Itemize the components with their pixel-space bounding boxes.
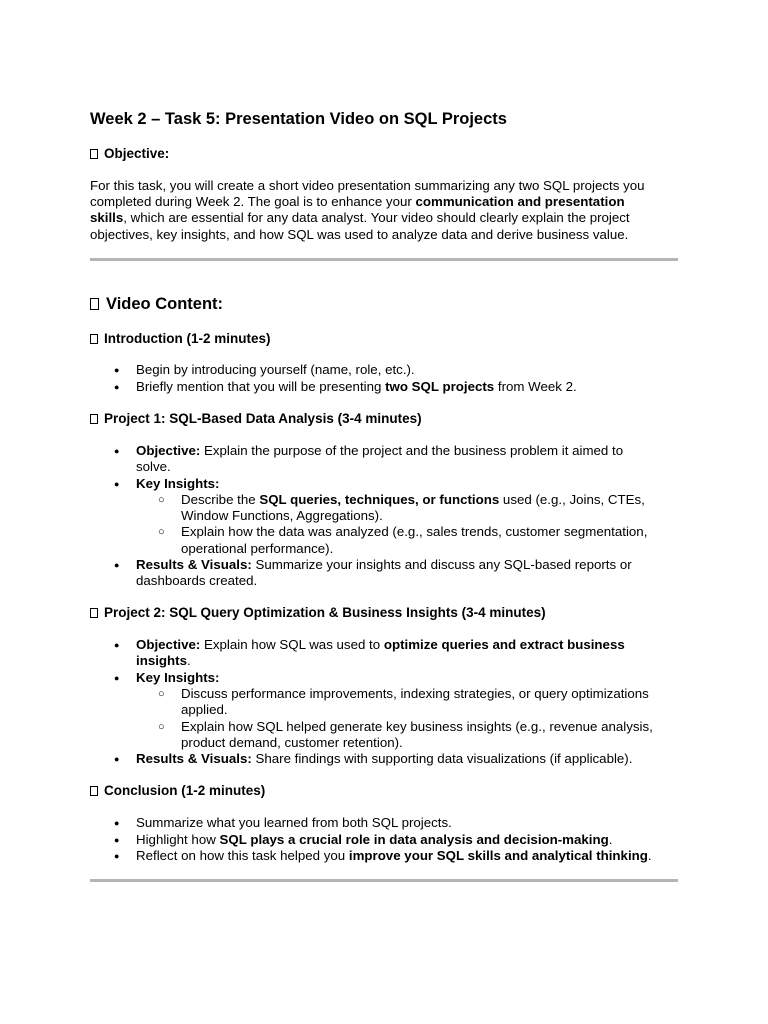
objective-paragraph: [90, 178, 680, 243]
list-item: Objective: Explain how SQL was used to optimize queries and extract business: [136, 637, 625, 652]
page-title: Week 2 – Task 5: Presentation Video on SQL Projects: [90, 110, 507, 128]
sub-bullet-icon: ○: [158, 526, 165, 538]
conclusion-heading: Conclusion (1-2 minutes): [90, 783, 265, 798]
list-item-continuation: dashboards created.: [136, 573, 258, 588]
bullet-icon: ●: [114, 479, 120, 489]
bullet-icon: ●: [114, 754, 120, 764]
sub-list-item-continuation: Window Functions, Aggregations).: [181, 508, 383, 523]
sub-list-item: Explain how the data was analyzed (e.g., sales trends, customer segmentation,: [181, 524, 648, 539]
bullet-icon: ●: [114, 851, 120, 861]
objective-heading: Objective:: [90, 146, 169, 161]
checkbox-icon: [90, 334, 98, 344]
bullet-icon: ●: [114, 673, 120, 683]
list-item: Results & Visuals: Summarize your insights and discuss any SQL-based reports or: [136, 557, 632, 572]
bullet-icon: ●: [114, 382, 120, 392]
list-item: Key Insights:: [136, 476, 220, 491]
list-item-continuation: insights.: [136, 653, 191, 668]
list-item-continuation: solve.: [136, 459, 171, 474]
project2-heading: Project 2: SQL Query Optimization & Business Insights (3-4 minutes): [90, 605, 546, 620]
bullet-icon: ●: [114, 818, 120, 828]
bullet-icon: ●: [114, 365, 120, 375]
checkbox-icon: [90, 298, 99, 310]
paragraph-line: skills, which are essential for any data analyst. Your video should clearly explain the project: [90, 210, 630, 226]
video-content-heading: Video Content:: [90, 295, 223, 314]
sub-bullet-icon: ○: [158, 688, 165, 700]
bullet-icon: ●: [114, 640, 120, 650]
introduction-heading: Introduction (1-2 minutes): [90, 331, 271, 346]
list-item: Key Insights:: [136, 670, 220, 685]
list-item: Summarize what you learned from both SQL projects.: [136, 815, 452, 830]
list-item: Briefly mention that you will be presenting two SQL projects from Week 2.: [136, 379, 577, 394]
bullet-icon: ●: [114, 835, 120, 845]
bullet-icon: ●: [114, 446, 120, 456]
checkbox-icon: [90, 149, 98, 159]
list-item: Results & Visuals: Share findings with supporting data visualizations (if applicable).: [136, 751, 633, 766]
paragraph-line: objectives, key insights, and how SQL was used to analyze data and derive business value.: [90, 226, 629, 242]
sub-list-item-continuation: applied.: [181, 702, 228, 717]
list-item: Highlight how SQL plays a crucial role in data analysis and decision-making.: [136, 832, 613, 847]
paragraph-line: completed during Week 2. The goal is to enhance your communication and presentation: [90, 194, 625, 210]
sub-bullet-icon: ○: [158, 721, 165, 733]
list-item: Objective: Explain the purpose of the project and the business problem it aimed to: [136, 443, 624, 458]
horizontal-rule: [90, 879, 678, 882]
list-item: Begin by introducing yourself (name, role, etc.).: [136, 362, 415, 377]
paragraph-line: For this task, you will create a short video presentation summarizing any two SQL projects you: [90, 178, 645, 193]
list-item: Reflect on how this task helped you improve your SQL skills and analytical thinking.: [136, 848, 652, 863]
project1-heading: Project 1: SQL-Based Data Analysis (3-4 minutes): [90, 411, 422, 426]
sub-list-item: Explain how SQL helped generate key business insights (e.g., revenue analysis,: [181, 719, 653, 734]
sub-list-item-continuation: product demand, customer retention).: [181, 735, 403, 750]
horizontal-rule: [90, 258, 678, 261]
checkbox-icon: [90, 414, 98, 424]
sub-list-item: Describe the SQL queries, techniques, or functions used (e.g., Joins, CTEs,: [181, 492, 645, 507]
bullet-icon: ●: [114, 560, 120, 570]
checkbox-icon: [90, 786, 98, 796]
sub-list-item-continuation: operational performance).: [181, 541, 334, 556]
sub-bullet-icon: ○: [158, 494, 165, 506]
checkbox-icon: [90, 608, 98, 618]
sub-list-item: Discuss performance improvements, indexing strategies, or query optimizations: [181, 686, 649, 701]
